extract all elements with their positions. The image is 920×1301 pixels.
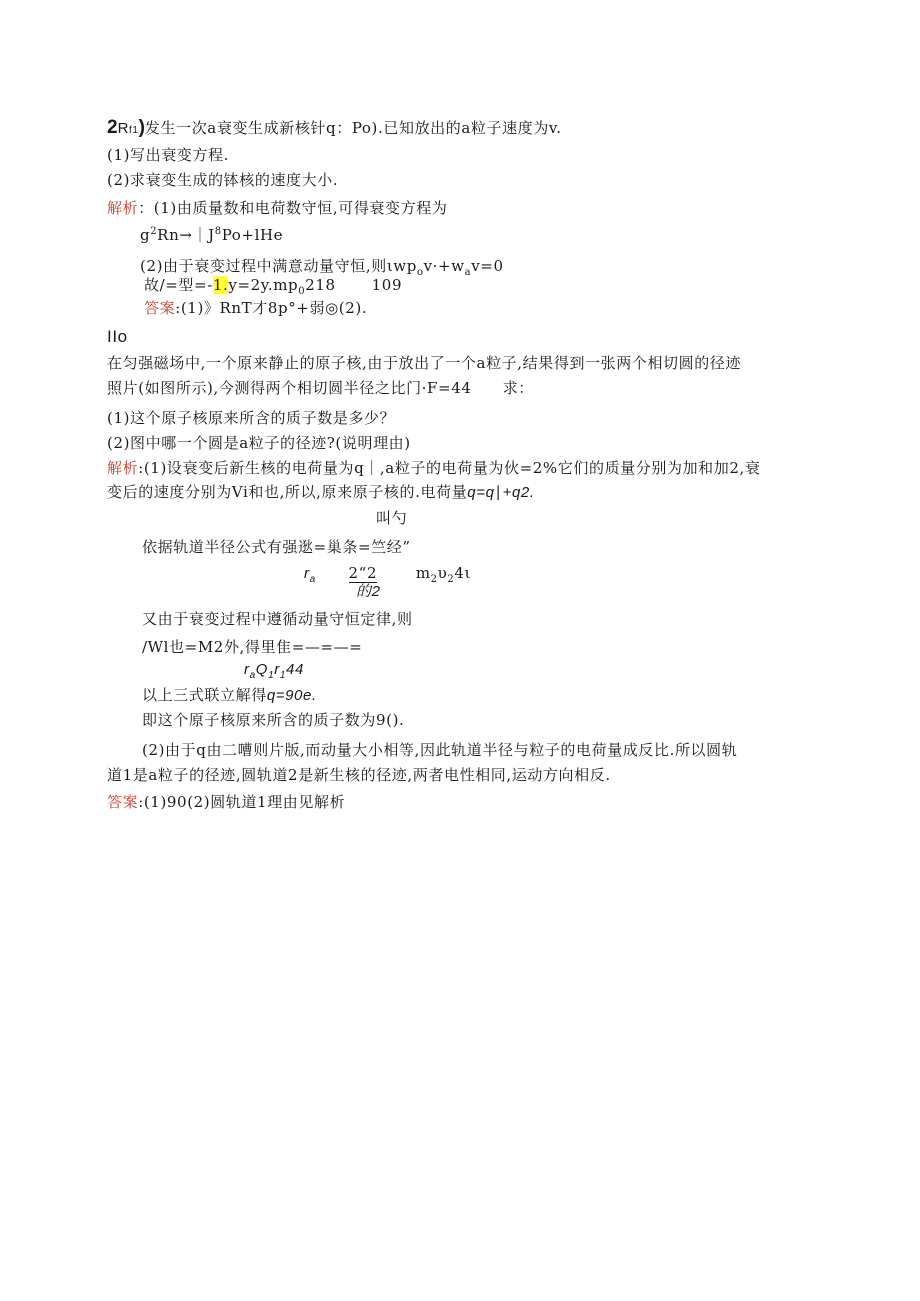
formula-fragment: 叫勺	[376, 509, 408, 527]
radius-formula: $r_a$ 2“2 $m_2\upsilon_24\iota$	[304, 564, 471, 585]
combined-result: 以上三式联立解得q=90e.	[142, 686, 317, 704]
problem1-question2: (2)求衰变生成的钵核的速度大小.	[107, 171, 339, 189]
decay-equation: $g^2Rn\to|J^8Po+lHe$	[140, 226, 284, 244]
answer-label: 答案	[144, 299, 176, 317]
problem2-part2-line1: (2)由于q由二嘈则片版,而动量大小相等,因此轨道半径与粒子的电荷量成反比.所以圆轨	[142, 741, 738, 759]
problem-number: 2	[107, 117, 118, 138]
fraction-denominator: 的2	[356, 583, 381, 600]
momentum-law-text: 又由于衰变过程中遵循动量守恒定律,则	[142, 610, 413, 628]
problem1-statement: 发生一次a衰变生成新核针q：Po).已知放出的a粒子速度为v.	[144, 119, 562, 137]
analysis-label: 解析	[107, 199, 139, 217]
momentum-equation: /Wl也=M2外,得里隹=—=—=	[142, 638, 363, 656]
problem1-analysis: 解析：(1)由质量数和电荷数守恒,可得衰变方程为	[107, 199, 448, 217]
problem1-question1: (1)写出衰变方程.	[107, 146, 230, 164]
analysis-label: 解析	[107, 459, 139, 477]
problem2-statement-line1: 在匀强磁场中,一个原来静止的原子核,由于放出了一个a粒子,结果得到一张两个相切圆的径迹	[107, 354, 742, 372]
problem2-part2-line2: 道1是a粒子的径迹,圆轨道2是新生核的径迹,两者电性相同,运动方向相反.	[107, 766, 611, 784]
problem1-answer: 答案:(1)》RnT才8p°+弱◎(2).	[144, 299, 368, 317]
problem2-analysis-line1: 解析:(1)设衰变后新生核的电荷量为q｜,a粒子的电荷量为伙=2%它们的质量分别为加和加2,衰	[107, 459, 761, 477]
problem2-number: IIo	[107, 327, 128, 346]
fraction-numerator: 2“2	[348, 564, 378, 582]
momentum-equation: (2)由于衰变过程中满意动量守恒,则$\iota wp_ov\cdot+w_av=0$	[140, 257, 504, 278]
problem2-answer: 答案:(1)90(2)圆轨道1理由见解析	[107, 793, 346, 811]
highlight: 1.	[212, 276, 229, 294]
problem2-question1: (1)这个原子核原来所含的质子数是多少？	[107, 409, 396, 427]
radius-formula-text: 依据轨道半径公式有强逖=巢条=竺经”	[142, 538, 411, 556]
proton-count: 即这个原子核原来所含的质子数为9().	[142, 711, 405, 729]
problem1-header: 2Rf1)发生一次a衰变生成新核针q：Po).已知放出的a粒子速度为v.	[107, 117, 562, 138]
answer-label: 答案	[107, 793, 139, 811]
velocity-result: 故/=型$=-1.y=2y.mp_0218$ 109	[144, 276, 403, 297]
problem2-statement-line2: 照片(如图所示),今测得两个相切圆半径之比门·F=44 求：	[107, 379, 534, 397]
problem2-question2: (2)图中哪一个圆是a粒子的径迹?(说明理由)	[107, 434, 411, 452]
problem2-analysis-line2: 变后的速度分别为Vi和也,所以,原来原子核的.电荷量q=q∣+q2.	[107, 483, 535, 501]
ratio-equation: $r_aQ_1r_144$	[244, 661, 304, 681]
